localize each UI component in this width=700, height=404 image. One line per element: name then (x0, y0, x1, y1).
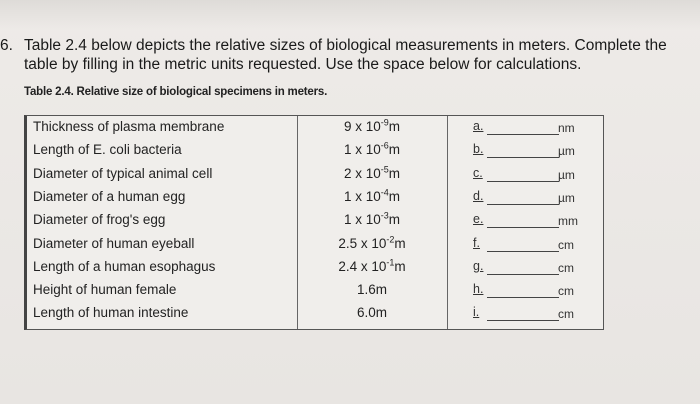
table-row (27, 142, 603, 165)
specimen-description: Diameter of frog's egg (33, 212, 166, 228)
value-mantissa: 1 x 10 (343, 188, 381, 204)
target-unit: cm (558, 307, 574, 322)
value-exponent: -9 (380, 117, 389, 128)
target-unit: nm (558, 121, 575, 135)
specimen-description: Length of human intestine (33, 305, 189, 321)
table-row (27, 189, 603, 212)
value-unit-suffix: m (388, 165, 401, 181)
answer-blank[interactable] (487, 227, 559, 228)
value-mantissa: 2.4 x 10 (338, 258, 387, 274)
target-unit: µm (558, 190, 575, 205)
value-unit-suffix: m (394, 258, 406, 274)
value-mantissa: 1.6m (356, 282, 387, 298)
answer-letter: b. (473, 142, 484, 157)
measurement-value (302, 305, 442, 320)
table-row (27, 119, 603, 142)
value-mantissa: 2.5 x 10 (338, 235, 387, 251)
table-row (27, 282, 603, 305)
value-mantissa: 1 x 10 (343, 212, 381, 228)
table-row (27, 236, 603, 259)
specimen-description: Thickness of plasma membrane (33, 119, 225, 134)
target-unit: µm (558, 167, 575, 182)
answer-letter: f. (473, 235, 480, 250)
target-unit: cm (558, 260, 574, 275)
measurement-value (302, 282, 442, 297)
measurement-value (302, 236, 442, 251)
value-exponent: -3 (380, 210, 389, 221)
answer-blank[interactable] (487, 251, 559, 252)
specimen-description: Length of E. coli bacteria (33, 142, 182, 158)
specimen-description: Diameter of typical animal cell (33, 165, 213, 181)
value-mantissa: 6.0m (356, 305, 387, 321)
answer-letter: d. (473, 188, 484, 203)
value-mantissa: 1 x 10 (343, 142, 381, 158)
value-unit-suffix: m (388, 188, 401, 204)
answer-letter: i. (473, 305, 480, 320)
value-unit-suffix: m (388, 142, 401, 158)
value-exponent: -1 (386, 257, 395, 268)
specimen-description: Length of a human esophagus (33, 258, 216, 274)
target-unit: cm (558, 284, 574, 299)
answer-blank[interactable] (487, 320, 559, 321)
answer-blank[interactable] (487, 134, 559, 135)
answer-blank[interactable] (487, 274, 559, 275)
question-text: Table 2.4 below depicts the relative sizes of biological measurements in meters. Complete the table by filling in the metric units requested. Use the space below for calculations. (24, 37, 667, 73)
value-exponent: -4 (380, 187, 389, 198)
specimen-description: Height of human female (33, 282, 177, 298)
target-unit: mm (558, 214, 578, 229)
specimen-description: Diameter of human eyeball (33, 235, 195, 251)
answer-letter: c. (473, 165, 483, 180)
question-number: 6. (0, 37, 13, 54)
measurement-value (302, 142, 442, 157)
answer-letter: e. (473, 212, 484, 227)
value-unit-suffix: m (388, 119, 401, 134)
value-exponent: -6 (380, 140, 389, 151)
measurement-value (302, 259, 442, 274)
value-exponent: -5 (380, 164, 389, 175)
measurement-value (302, 166, 442, 181)
measurement-value (302, 189, 442, 204)
answer-letter: a. (473, 119, 484, 133)
measurement-value (302, 119, 442, 134)
measurement-value (302, 212, 442, 227)
answer-blank[interactable] (487, 204, 559, 205)
answer-letter: g. (473, 258, 484, 273)
value-exponent: -2 (386, 234, 395, 244)
table-row (27, 305, 603, 328)
table-row (27, 212, 603, 235)
table-row (27, 166, 603, 189)
measurements-table (24, 115, 604, 330)
answer-letter: h. (473, 282, 484, 297)
specimen-description: Diameter of a human egg (33, 188, 186, 204)
value-mantissa: 9 x 10 (343, 119, 381, 134)
table-row (27, 259, 603, 282)
page-shadow (0, 0, 700, 30)
answer-blank[interactable] (487, 297, 559, 298)
answer-blank[interactable] (487, 181, 559, 182)
target-unit: µm (558, 144, 575, 159)
answer-blank[interactable] (487, 157, 559, 158)
target-unit: cm (558, 237, 574, 252)
table-caption: Table 2.4. Relative size of biological specimens in meters. (24, 86, 328, 98)
value-unit-suffix: m (394, 235, 406, 251)
value-mantissa: 2 x 10 (343, 165, 381, 181)
value-unit-suffix: m (388, 212, 401, 228)
